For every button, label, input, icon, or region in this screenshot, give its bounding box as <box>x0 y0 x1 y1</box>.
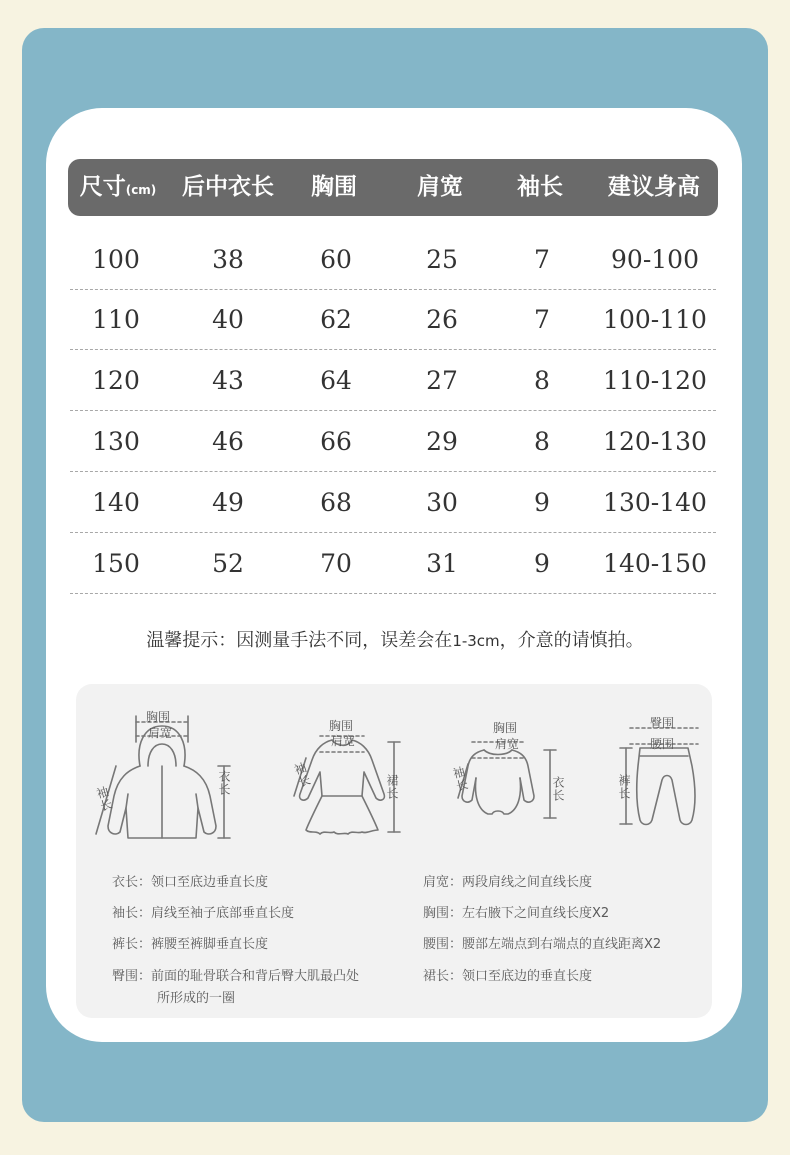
table-row <box>70 230 716 290</box>
pants-hip-label: 臀围 <box>650 716 675 730</box>
cell-shoulder: 27 <box>426 366 458 395</box>
cell-height: 90-100 <box>611 245 699 274</box>
definition-pants: 裤长：裤腰至裤脚垂直长度 <box>112 937 269 952</box>
table-row <box>70 534 716 594</box>
cell-size: 130 <box>92 427 140 456</box>
cell-shoulder: 31 <box>426 549 458 578</box>
cell-shoulder: 29 <box>426 427 458 456</box>
definition-waist: 腰围：腰部左端点到右端点的直线距离X2 <box>423 937 662 952</box>
pants-waist-label: 腰围 <box>650 737 675 751</box>
cell-size: 100 <box>92 245 140 274</box>
cell-height: 130-140 <box>603 488 707 517</box>
header-sleeve: 袖长 <box>517 174 563 200</box>
cell-length: 40 <box>212 305 244 334</box>
cell-sleeve: 7 <box>534 245 550 274</box>
cell-shoulder: 30 <box>426 488 458 517</box>
row-divider <box>70 349 716 350</box>
header-size: 尺寸(cm) <box>79 174 157 200</box>
cell-sleeve: 8 <box>534 427 550 456</box>
header-height: 建议身高 <box>608 174 700 200</box>
cell-chest: 66 <box>320 427 352 456</box>
dress-shoulder-label: 肩宽 <box>331 734 356 748</box>
table-row <box>70 473 716 533</box>
dress-chest-label: 胸围 <box>329 719 354 733</box>
cell-height: 140-150 <box>603 549 707 578</box>
cell-shoulder: 25 <box>426 245 458 274</box>
definition-sleeve: 袖长：肩线至袖子底部垂直长度 <box>112 906 295 921</box>
cell-chest: 70 <box>320 549 352 578</box>
cell-height: 120-130 <box>603 427 707 456</box>
table-header <box>68 159 718 216</box>
cell-length: 43 <box>212 366 244 395</box>
cell-size: 150 <box>92 549 140 578</box>
definition-chest: 胸围：左右腋下之间直线长度X2 <box>423 906 610 921</box>
jacket-sleeve-label: 袖长 <box>93 784 115 814</box>
definition-length: 衣长：领口至底边垂直长度 <box>112 875 269 890</box>
pants-length-label: 裤长 <box>617 774 631 800</box>
cell-length: 46 <box>212 427 244 456</box>
row-divider <box>70 593 716 594</box>
jacket-length-label: 衣长 <box>217 770 231 796</box>
definition-hip: 臀围：前面的耻骨联合和背后臀大肌最凸处 <box>112 969 360 984</box>
definition-skirt: 裙长：领口至底边的垂直长度 <box>423 969 593 984</box>
romper-length-label: 衣长 <box>551 776 565 802</box>
cell-sleeve: 9 <box>534 549 550 578</box>
row-divider <box>70 532 716 533</box>
cell-length: 52 <box>212 549 244 578</box>
cell-chest: 62 <box>320 305 352 334</box>
romper-shoulder-label: 肩宽 <box>495 737 520 751</box>
definition-shoulder: 肩宽：两段肩线之间直线长度 <box>423 875 593 890</box>
header-length: 后中衣长 <box>182 174 274 200</box>
dress-sleeve-label: 袖长 <box>291 760 313 790</box>
cell-chest: 60 <box>320 245 352 274</box>
cell-size: 140 <box>92 488 140 517</box>
table-row <box>70 412 716 472</box>
cell-length: 49 <box>212 488 244 517</box>
cell-sleeve: 8 <box>534 366 550 395</box>
header-chest: 胸围 <box>311 174 357 200</box>
definition-hip-continued: 所形成的一圈 <box>157 991 236 1006</box>
measurement-note: 温馨提示：因测量手法不同，误差会在1-3cm，介意的请慎拍。 <box>146 630 644 651</box>
cell-height: 110-120 <box>603 366 707 395</box>
cell-height: 100-110 <box>603 305 707 334</box>
romper-chest-label: 胸围 <box>493 721 518 735</box>
cell-length: 38 <box>212 245 244 274</box>
romper-sleeve-label: 袖长 <box>450 764 470 794</box>
cell-chest: 68 <box>320 488 352 517</box>
header-shoulder: 肩宽 <box>417 174 463 200</box>
cell-sleeve: 7 <box>534 305 550 334</box>
jacket-shoulder-label: 肩宽 <box>148 726 173 740</box>
dress-skirt-label: 裙长 <box>385 774 399 800</box>
jacket-chest-label: 胸围 <box>146 710 171 724</box>
cell-sleeve: 9 <box>534 488 550 517</box>
cell-size: 120 <box>92 366 140 395</box>
table-row <box>70 351 716 411</box>
cell-size: 110 <box>92 305 140 334</box>
cell-shoulder: 26 <box>426 305 458 334</box>
row-divider <box>70 410 716 411</box>
cell-chest: 64 <box>320 366 352 395</box>
row-divider <box>70 471 716 472</box>
table-row <box>70 290 716 350</box>
